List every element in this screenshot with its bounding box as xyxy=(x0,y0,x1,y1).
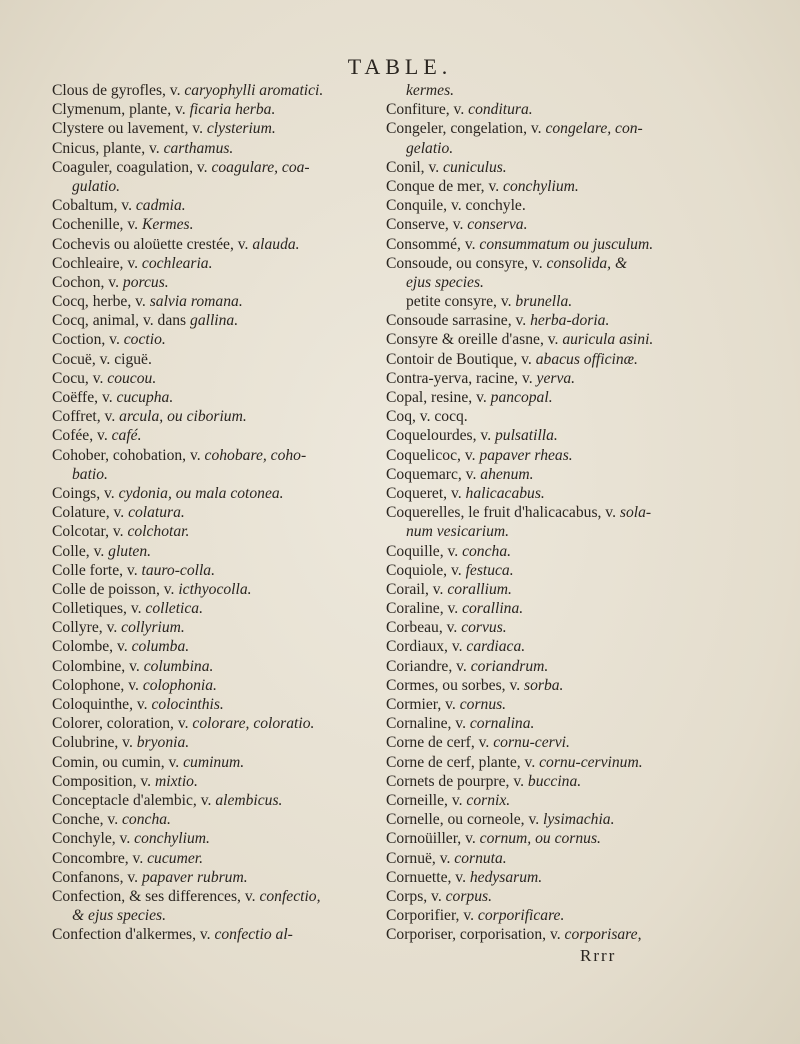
entry-text: Coqueret, v. xyxy=(386,484,466,502)
entry-text: Coction, v. xyxy=(52,331,124,349)
entry-latin: cornuta. xyxy=(454,849,507,867)
page-title: TABLE. xyxy=(347,54,453,79)
entry-latin: papaver rheas. xyxy=(479,446,573,464)
entry-latin: auricula asini. xyxy=(562,331,654,349)
entry-latin: congelare, con- xyxy=(545,120,643,138)
index-entry xyxy=(386,196,716,215)
entry-text: Coffret, v. xyxy=(52,408,120,426)
index-entry xyxy=(386,810,716,829)
entry-text: Consommé, v. xyxy=(386,235,480,253)
entry-text: Contra-yerva, racine, v. xyxy=(386,369,537,387)
entry-latin: concha. xyxy=(122,811,171,829)
index-entry xyxy=(52,772,382,791)
entry-latin: columbina. xyxy=(143,657,214,675)
index-entry xyxy=(52,542,382,561)
entry-latin: concha. xyxy=(462,542,512,560)
index-entry xyxy=(52,158,382,177)
entry-text: Colubrine, v. xyxy=(52,734,137,752)
entry-latin: cornix. xyxy=(466,791,511,809)
entry-text: Coings, v. xyxy=(52,484,119,502)
index-entry xyxy=(52,235,382,254)
entry-text: Cocu, v. xyxy=(52,369,108,387)
index-entry xyxy=(52,81,382,100)
entry-latin: ficaria herba. xyxy=(189,101,276,119)
entry-text: Confection d'alkermes, v. xyxy=(52,926,215,944)
entry-latin: bryonia. xyxy=(136,734,190,752)
entry-text: Colature, v. xyxy=(52,504,129,522)
entry-text: Contoir de Boutique, v. xyxy=(386,350,536,368)
entry-text: Cornelle, ou corneole, v. xyxy=(386,811,544,829)
index-entry xyxy=(386,484,716,503)
entry-latin: colchotar. xyxy=(127,523,190,541)
entry-latin: tauro-colla. xyxy=(141,561,215,579)
index-entry xyxy=(386,733,716,752)
index-entry xyxy=(52,139,382,158)
index-entry xyxy=(52,561,382,580)
index-entry xyxy=(386,772,716,791)
entry-text: Conserve, v. xyxy=(386,216,468,234)
entry-text: Cocq, herbe, v. xyxy=(52,293,150,311)
index-entry xyxy=(386,465,716,484)
index-entry xyxy=(52,350,382,369)
index-entry xyxy=(52,503,382,522)
index-entry xyxy=(52,637,382,656)
entry-text: Congeler, congelation, v. xyxy=(386,120,546,138)
index-entry xyxy=(52,753,382,772)
entry-text: Corne de cerf, v. xyxy=(386,734,494,752)
entry-latin: arcula, ou ciborium. xyxy=(119,408,247,426)
index-entry xyxy=(386,637,716,656)
index-entry xyxy=(386,829,716,848)
entry-text: Coquelicoc, v. xyxy=(386,446,480,464)
entry-text: Colcotar, v. xyxy=(52,523,128,541)
entry-latin: alembicus. xyxy=(215,791,283,809)
index-entry xyxy=(52,407,382,426)
entry-text: Corporiser, corporisation, v. xyxy=(386,926,565,944)
entry-latin: coriandrum. xyxy=(470,657,549,675)
entry-text: Conchyle, v. xyxy=(52,830,135,848)
entry-text: Confection, & ses differences, v. xyxy=(52,887,260,905)
entry-text: Colombine, v. xyxy=(52,657,144,675)
index-entry xyxy=(386,369,716,388)
entry-latin: pancopal. xyxy=(490,389,553,406)
entry-text: Colophone, v. xyxy=(52,676,143,694)
entry-latin: alauda. xyxy=(252,235,300,253)
entry-latin: corporificare. xyxy=(477,907,565,925)
index-entry xyxy=(386,676,716,695)
index-entry xyxy=(52,369,382,388)
entry-latin: gallina. xyxy=(190,312,239,330)
index-entry xyxy=(386,177,716,196)
entry-text: Corneille, v. xyxy=(386,791,467,809)
entry-text: Coq, v. cocq. xyxy=(386,408,468,426)
entry-latin: cuniculus. xyxy=(443,158,507,176)
entry-text: Clymenum, plante, v. xyxy=(52,101,190,119)
entry-text: Cochenille, v. xyxy=(52,216,142,234)
right-column xyxy=(386,81,716,944)
entry-latin: ahenum. xyxy=(480,465,534,483)
entry-text: Confanons, v. xyxy=(52,868,142,886)
index-entry xyxy=(52,887,382,906)
index-entry xyxy=(52,292,382,311)
entry-latin: corallina. xyxy=(462,600,524,618)
entry-text: Cnicus, plante, v. xyxy=(52,139,164,157)
index-entry xyxy=(386,618,716,637)
entry-latin: cucupha. xyxy=(116,389,174,406)
entry-latin: consolida, & xyxy=(546,254,628,272)
entry-text: Cocuë, v. ciguë. xyxy=(52,350,152,368)
entry-latin: buccina. xyxy=(527,772,582,790)
index-entry xyxy=(52,522,382,541)
index-entry xyxy=(386,561,716,580)
entry-text: Cornoüiller, v. xyxy=(386,830,480,848)
index-entry xyxy=(386,714,716,733)
entry-text: Corporifier, v. xyxy=(386,907,478,925)
index-entry xyxy=(52,714,382,733)
index-entry xyxy=(386,254,716,273)
entry-latin: salvia romana. xyxy=(149,293,243,311)
entry-latin: cornalina. xyxy=(469,715,535,733)
entry-latin: conserva. xyxy=(467,216,528,234)
index-entry xyxy=(386,158,716,177)
entry-text: Cochon, v. xyxy=(52,273,123,291)
entry-text: Concombre, v. xyxy=(52,849,148,867)
index-entry xyxy=(386,753,716,772)
entry-latin: consummatum ou jusculum. xyxy=(479,235,654,253)
entry-latin: café. xyxy=(111,427,142,445)
entry-latin: coagulare, coa- xyxy=(211,158,310,176)
index-entry xyxy=(386,311,716,330)
index-entry xyxy=(52,791,382,810)
entry-text: Cobaltum, v. xyxy=(52,197,136,215)
entry-text: Cornets de pourpre, v. xyxy=(386,772,528,790)
entry-latin: colatura. xyxy=(128,504,185,522)
entry-text: Consoude sarrasine, v. xyxy=(386,312,531,330)
entry-text: Cochevis ou aloüette crestée, v. xyxy=(52,235,253,253)
index-entry xyxy=(386,215,716,234)
entry-latin: corpus. xyxy=(445,887,492,905)
entry-text: Clous de gyrofles, v. xyxy=(52,82,185,99)
entry-latin: colocinthis. xyxy=(151,696,224,713)
entry-latin: lysimachia. xyxy=(543,811,615,829)
entry-text: Coloquinthe, v. xyxy=(52,696,152,713)
entry-text: Coriandre, v. xyxy=(386,657,471,675)
index-entry xyxy=(52,599,382,618)
entry-latin: cohobare, coho- xyxy=(204,446,307,464)
entry-latin: brunella. xyxy=(515,293,573,311)
index-entry xyxy=(52,906,382,925)
entry-latin: clysterium. xyxy=(206,120,276,138)
entry-text: Consoude, ou consyre, v. xyxy=(386,254,547,272)
entry-latin: festuca. xyxy=(465,561,514,579)
index-entry xyxy=(52,388,382,407)
entry-text: Conque de mer, v. xyxy=(386,177,504,195)
index-entry xyxy=(52,215,382,234)
index-entry xyxy=(52,925,382,944)
entry-text: Coraline, v. xyxy=(386,600,463,618)
entry-text: Colle forte, v. xyxy=(52,561,142,579)
index-entry xyxy=(52,119,382,138)
left-column xyxy=(52,81,382,944)
entry-text: Coquemarc, v. xyxy=(386,465,481,483)
entry-text: Colle de poisson, v. xyxy=(52,580,179,598)
index-entry xyxy=(386,330,716,349)
index-entry xyxy=(386,849,716,868)
entry-latin: halicacabus. xyxy=(465,484,545,502)
entry-text: Cormes, ou sorbes, v. xyxy=(386,676,525,694)
index-entry xyxy=(386,81,716,100)
entry-latin: cuminum. xyxy=(183,753,245,771)
index-entry xyxy=(52,273,382,292)
index-entry xyxy=(52,484,382,503)
entry-latin: & ejus species. xyxy=(72,907,166,925)
entry-latin: colorare, coloratio. xyxy=(192,715,315,733)
entry-latin: corporisare, xyxy=(564,926,642,944)
entry-text: Comin, ou cumin, v. xyxy=(52,753,184,771)
entry-latin: cadmia. xyxy=(135,197,186,215)
index-entry xyxy=(386,350,716,369)
index-entry xyxy=(386,542,716,561)
entry-latin: yerva. xyxy=(536,369,576,387)
entry-text: Clystere ou lavement, v. xyxy=(52,120,207,138)
entry-latin: coctio. xyxy=(123,331,166,349)
entry-text: Cochleaire, v. xyxy=(52,254,142,272)
index-entry xyxy=(386,388,716,407)
entry-latin: sorba. xyxy=(524,676,564,694)
entry-latin: sola- xyxy=(619,504,652,522)
entry-latin: cornu-cervinum. xyxy=(539,753,643,771)
entry-latin: cydonia, ou mala cotonea. xyxy=(118,484,284,502)
index-entry xyxy=(386,522,716,541)
index-entry xyxy=(52,580,382,599)
index-entry xyxy=(52,426,382,445)
entry-text: Colletiques, v. xyxy=(52,600,146,618)
entry-text: Corne de cerf, plante, v. xyxy=(386,753,540,771)
index-entry xyxy=(386,235,716,254)
entry-text: Corps, v. xyxy=(386,887,446,905)
index-entry xyxy=(386,139,716,158)
entry-text: Conquile, v. conchyle. xyxy=(386,197,526,215)
entry-text: Cornaline, v. xyxy=(386,715,470,733)
entry-latin: cornum, ou cornus. xyxy=(479,830,601,848)
entry-text: Colorer, coloration, v. xyxy=(52,715,193,733)
index-entry xyxy=(52,254,382,273)
entry-text: Consyre & oreille d'asne, v. xyxy=(386,331,563,349)
entry-text: Confiture, v. xyxy=(386,101,469,119)
index-entry xyxy=(386,791,716,810)
entry-text: Conceptacle d'alembic, v. xyxy=(52,791,216,809)
entry-latin: Kermes. xyxy=(141,216,194,234)
index-entry xyxy=(52,829,382,848)
entry-text: Cordiaux, v. xyxy=(386,638,467,656)
index-entry xyxy=(52,695,382,714)
entry-text: Cocq, animal, v. dans xyxy=(52,312,191,330)
index-entry xyxy=(386,599,716,618)
index-entry xyxy=(386,868,716,887)
entry-text: Corbeau, v. xyxy=(386,619,462,637)
entry-latin: cornu-cervi. xyxy=(493,734,570,752)
entry-latin: cornus. xyxy=(459,696,507,713)
index-entry xyxy=(386,906,716,925)
index-entry xyxy=(52,733,382,752)
index-entry xyxy=(52,330,382,349)
index-entry xyxy=(386,119,716,138)
entry-latin: corallium. xyxy=(447,580,512,598)
entry-latin: cochlearia. xyxy=(141,254,213,272)
entry-latin: coucou. xyxy=(107,369,157,387)
entry-text: Coëffe, v. xyxy=(52,389,117,406)
entry-text: Conche, v. xyxy=(52,811,123,829)
index-entry xyxy=(386,446,716,465)
entry-latin: mixtio. xyxy=(154,772,198,790)
entry-text: Coaguler, coagulation, v. xyxy=(52,158,212,176)
index-entry xyxy=(52,177,382,196)
entry-text: Cornuë, v. xyxy=(386,849,455,867)
index-entry xyxy=(386,887,716,906)
entry-latin: gluten. xyxy=(108,542,152,560)
entry-latin: kermes. xyxy=(406,82,455,99)
index-entry xyxy=(52,849,382,868)
entry-text: Coquelourdes, v. xyxy=(386,427,495,445)
index-entry xyxy=(386,426,716,445)
entry-text: Cornuette, v. xyxy=(386,868,470,886)
index-entry xyxy=(52,196,382,215)
entry-latin: corvus. xyxy=(461,619,507,637)
entry-text: Copal, resine, v. xyxy=(386,389,491,406)
index-entry xyxy=(386,292,716,311)
index-entry xyxy=(52,676,382,695)
signature-mark: Rrrr xyxy=(580,946,617,965)
entry-text: Composition, v. xyxy=(52,772,155,790)
entry-text: petite consyre, v. xyxy=(406,293,516,311)
index-entry xyxy=(52,868,382,887)
index-entry xyxy=(52,618,382,637)
entry-latin: carthamus. xyxy=(163,139,234,157)
entry-latin: porcus. xyxy=(122,273,169,291)
entry-text: Colombe, v. xyxy=(52,638,132,656)
entry-latin: collyrium. xyxy=(121,619,185,637)
entry-latin: colophonia. xyxy=(142,676,217,694)
index-entry xyxy=(52,100,382,119)
entry-latin: ejus species. xyxy=(406,273,484,291)
index-entry xyxy=(386,580,716,599)
index-entry xyxy=(52,465,382,484)
entry-latin: icthyocolla. xyxy=(178,580,252,598)
index-entry xyxy=(386,657,716,676)
entry-latin: gelatio. xyxy=(406,139,454,157)
entry-latin: cucumer. xyxy=(147,849,203,867)
entry-latin: papaver rubrum. xyxy=(141,868,248,886)
entry-text: Coquiole, v. xyxy=(386,561,466,579)
entry-text: Coquille, v. xyxy=(386,542,463,560)
entry-text: Cormier, v. xyxy=(386,696,460,713)
index-entry xyxy=(52,311,382,330)
entry-latin: cardiaca. xyxy=(466,638,526,656)
entry-latin: herba-doria. xyxy=(530,312,610,330)
entry-latin: columba. xyxy=(131,638,190,656)
entry-text: Colle, v. xyxy=(52,542,109,560)
entry-latin: colletica. xyxy=(145,600,204,618)
entry-text: Coquerelles, le fruit d'halicacabus, v. xyxy=(386,504,620,522)
entry-latin: conchylium. xyxy=(134,830,210,848)
entry-latin: confectio, xyxy=(259,887,321,905)
index-entry xyxy=(386,503,716,522)
index-entry xyxy=(386,273,716,292)
entry-latin: conchylium. xyxy=(503,177,579,195)
entry-text: Collyre, v. xyxy=(52,619,122,637)
entry-text: Conil, v. xyxy=(386,158,444,176)
entry-latin: conditura. xyxy=(468,101,533,119)
index-entry xyxy=(52,810,382,829)
entry-latin: gulatio. xyxy=(72,177,121,195)
entry-latin: num vesicarium. xyxy=(406,523,510,541)
entry-text: Corail, v. xyxy=(386,580,448,598)
entry-latin: abacus officinæ. xyxy=(535,350,638,368)
entry-latin: hedysarum. xyxy=(469,868,543,886)
index-entry xyxy=(386,407,716,426)
index-entry xyxy=(386,695,716,714)
entry-latin: caryophylli aromatici. xyxy=(184,82,324,99)
index-entry xyxy=(52,446,382,465)
entry-text: Cofée, v. xyxy=(52,427,112,445)
index-entry xyxy=(386,925,716,944)
entry-latin: confectio al- xyxy=(214,926,293,944)
entry-latin: pulsatilla. xyxy=(495,427,558,445)
entry-text: Cohober, cohobation, v. xyxy=(52,446,205,464)
entry-latin: batio. xyxy=(72,465,108,483)
index-entry xyxy=(386,100,716,119)
index-entry xyxy=(52,657,382,676)
